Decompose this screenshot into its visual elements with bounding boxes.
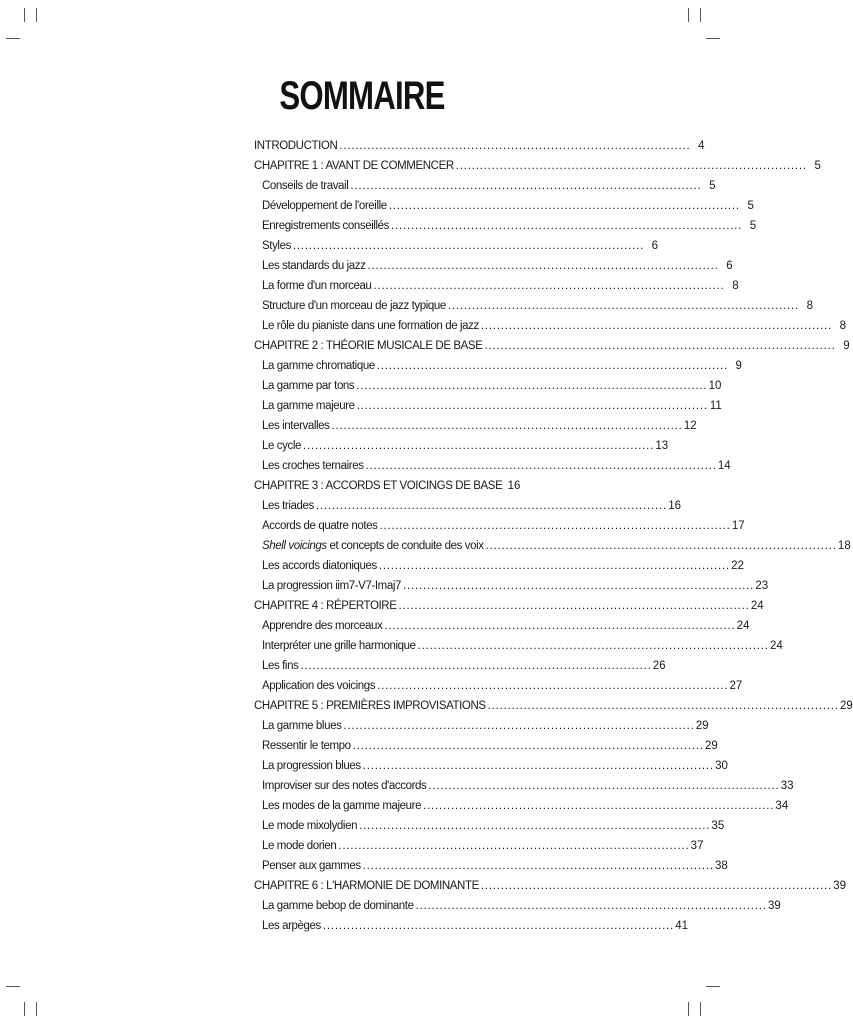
toc-entry-label: Styles	[262, 240, 291, 252]
crop-mark	[700, 8, 701, 22]
toc-page-number: 4	[698, 140, 705, 152]
crop-mark	[700, 1002, 701, 1016]
toc-entry-label: Improviser sur des notes d'accords	[262, 780, 427, 792]
toc-page-number: 14	[717, 460, 731, 472]
toc-page-number: 26	[652, 660, 666, 672]
toc-page-number: 29	[840, 700, 853, 712]
toc-entry-label: CHAPITRE 2 : THÉORIE MUSICALE DE BASE	[254, 340, 483, 352]
toc-page-number: 13	[655, 440, 669, 452]
toc-entry-label: Accords de quatre notes	[262, 520, 378, 532]
toc-leader-dots	[357, 396, 706, 416]
toc-entry-label: Application des voicings	[262, 680, 376, 692]
toc-page-number: 5	[709, 180, 716, 192]
toc-entry-label: Les accords diatoniques	[262, 560, 377, 572]
toc-entry-label: INTRODUCTION	[254, 140, 338, 152]
toc-page-number: 6	[726, 260, 733, 272]
toc-entry	[254, 216, 757, 236]
toc-page-number: 39	[833, 880, 846, 892]
toc-entry	[254, 236, 659, 256]
toc-page-number: 11	[709, 400, 722, 412]
toc-leader-dots	[293, 236, 642, 256]
toc-entry	[254, 296, 814, 316]
toc-page-number: 23	[755, 580, 769, 592]
toc-entry-label: Les croches ternaires	[262, 460, 364, 472]
toc-leader-dots	[339, 136, 688, 156]
toc-entry-label: Les standards du jazz	[262, 260, 366, 272]
toc-leader-dots	[486, 536, 835, 556]
toc-leader-dots	[428, 776, 777, 796]
crop-mark	[706, 986, 720, 987]
toc-chapter	[254, 876, 846, 896]
toc-leader-dots	[356, 376, 705, 396]
toc-entry-label: CHAPITRE 6 : L'HARMONIE DE DOMINANTE	[254, 880, 479, 892]
toc-chapter	[254, 596, 764, 616]
crop-mark	[688, 1002, 689, 1016]
toc-entry-label: Conseils de travail	[262, 180, 349, 192]
toc-entry	[254, 916, 689, 936]
toc-leader-dots	[423, 796, 772, 816]
toc-entry	[254, 676, 743, 696]
toc-entry-label: La gamme par tons	[262, 380, 355, 392]
toc-leader-dots	[323, 916, 672, 936]
toc-leader-dots	[363, 856, 712, 876]
toc-entry-label: Enregistrements conseillés	[262, 220, 390, 232]
toc-page-number: 18	[837, 540, 851, 552]
crop-mark	[6, 986, 20, 987]
toc-entry	[254, 896, 781, 916]
toc-entry	[254, 636, 783, 656]
toc-page-number: 5	[814, 160, 821, 172]
crop-mark	[36, 8, 37, 22]
toc-leader-dots	[332, 416, 681, 436]
toc-entry-label: La gamme blues	[262, 720, 342, 732]
toc-entry-label: CHAPITRE 3 : ACCORDS ET VOICINGS DE BASE	[254, 480, 503, 492]
toc-leader-dots	[379, 556, 728, 576]
toc-entry	[254, 856, 728, 876]
toc-entry-label: Apprendre des morceaux	[262, 620, 383, 632]
toc-entry	[254, 756, 728, 776]
toc-leader-dots	[389, 196, 738, 216]
toc-leader-dots	[377, 356, 726, 376]
toc-leader-dots	[488, 696, 837, 716]
toc-entry	[254, 516, 745, 536]
toc-leader-dots	[418, 636, 767, 656]
toc-leader-dots	[403, 576, 752, 596]
toc-entry	[254, 276, 739, 296]
toc-leader-dots	[300, 656, 649, 676]
toc-leader-dots	[366, 456, 715, 476]
toc-entry	[254, 256, 733, 276]
toc-entry	[254, 176, 716, 196]
toc-leader-dots	[367, 256, 716, 276]
toc-page-number: 38	[715, 860, 728, 872]
toc-entry-label: La progression blues	[262, 760, 361, 772]
toc-chapter	[254, 476, 521, 496]
toc-leader-dots	[481, 876, 830, 896]
toc-leader-dots	[350, 176, 699, 196]
toc-page-number: 24	[736, 620, 750, 632]
toc-entry-label: Penser aux gammes	[262, 860, 361, 872]
toc-page-number: 37	[690, 840, 704, 852]
toc-entry	[254, 436, 669, 456]
toc-entry-label: La gamme bebop de dominante	[262, 900, 414, 912]
toc-page-number: 24	[770, 640, 783, 652]
toc-page-number: 24	[750, 600, 764, 612]
toc-entry-label: CHAPITRE 5 : PREMIÈRES IMPROVISATIONS	[254, 700, 486, 712]
toc-entry	[254, 836, 704, 856]
toc-entry	[254, 776, 794, 796]
toc-entry-label: Le mode dorien	[262, 840, 337, 852]
toc-page-number: 29	[705, 740, 718, 752]
toc-page-number: 33	[780, 780, 794, 792]
toc-page-number: 39	[767, 900, 781, 912]
crop-mark	[24, 8, 25, 22]
crop-mark	[706, 38, 720, 39]
toc-chapter	[254, 336, 850, 356]
toc-page-number: 35	[711, 820, 725, 832]
toc-entry	[254, 356, 742, 376]
toc-entry-label: CHAPITRE 4 : RÉPERTOIRE	[254, 600, 397, 612]
toc-page-number: 5	[749, 220, 757, 232]
toc-entry-label: Les triades	[262, 500, 314, 512]
toc-chapter	[254, 136, 705, 156]
toc-entry-label: La progression iim7-V7-Imaj7	[262, 580, 402, 592]
toc-page-number: 5	[747, 200, 754, 212]
toc-leader-dots	[391, 216, 740, 236]
toc-entry-label: Les arpèges	[262, 920, 321, 932]
toc-entry-label: Ressentir le tempo	[262, 740, 351, 752]
toc-page-number: 27	[729, 680, 743, 692]
toc-entry-label-text: et concepts de conduite des voix	[329, 540, 484, 552]
toc-entry	[254, 496, 681, 516]
toc-page-number: 22	[731, 560, 744, 572]
toc-page-number: 12	[683, 420, 697, 432]
crop-mark	[36, 1002, 37, 1016]
toc-leader-dots	[384, 616, 733, 636]
toc-entry	[254, 816, 725, 836]
toc-entry-label-italic: Shell voicings	[262, 540, 327, 552]
toc-entry-label: Les fins	[262, 660, 299, 672]
toc-leader-dots	[398, 596, 747, 616]
toc-page-number: 16	[668, 500, 681, 512]
toc-entry-label: La gamme majeure	[262, 400, 355, 412]
toc-entry	[254, 736, 718, 756]
toc-entry-label: Structure d'un morceau de jazz typique	[262, 300, 446, 312]
toc-chapter	[254, 696, 853, 716]
toc-leader-dots	[363, 756, 712, 776]
toc-leader-dots	[316, 496, 665, 516]
toc-leader-dots	[456, 156, 805, 176]
toc-entry-label: La forme d'un morceau	[262, 280, 372, 292]
toc-page-number: 30	[715, 760, 728, 772]
toc-entry	[254, 416, 697, 436]
toc-leader-dots	[416, 896, 765, 916]
toc-page-number: 34	[775, 800, 789, 812]
toc-entry-label: La gamme chromatique	[262, 360, 375, 372]
toc-leader-dots	[338, 836, 687, 856]
toc-page-number: 41	[675, 920, 689, 932]
crop-mark	[688, 8, 689, 22]
toc-entry-label: Développement de l'oreille	[262, 200, 387, 212]
crop-mark	[6, 38, 20, 39]
toc-entry-label: CHAPITRE 1 : AVANT DE COMMENCER	[254, 160, 454, 172]
toc-leader-dots	[359, 816, 708, 836]
toc-leader-dots	[379, 516, 728, 536]
toc-page-number: 17	[731, 520, 745, 532]
toc-entry-label: Les modes de la gamme majeure	[262, 800, 422, 812]
toc-page-number: 8	[806, 300, 814, 312]
toc-entry	[254, 396, 722, 416]
toc-leader-dots	[374, 276, 723, 296]
toc-leader-dots	[481, 316, 830, 336]
toc-entry	[254, 536, 851, 556]
toc-leader-dots	[377, 676, 726, 696]
toc-entry	[254, 376, 722, 396]
toc-page-number: 16	[507, 480, 521, 492]
page-title: SOMMAIRE	[279, 74, 445, 118]
toc-leader-dots	[484, 336, 833, 356]
toc-chapter	[254, 156, 821, 176]
toc-leader-dots	[303, 436, 652, 456]
toc-entry	[254, 716, 709, 736]
crop-mark	[24, 1002, 25, 1016]
toc-leader-dots	[353, 736, 702, 756]
toc-entry-label: Le rôle du pianiste dans une formation de jazz	[262, 320, 479, 332]
toc-entry-label	[262, 536, 484, 556]
toc-leader-dots	[448, 296, 797, 316]
toc-entry-label: Les intervalles	[262, 420, 330, 432]
toc-entry	[254, 316, 847, 336]
toc-page-number: 9	[735, 360, 742, 372]
toc-entry	[254, 576, 769, 596]
toc-entry	[254, 616, 750, 636]
toc-page-number: 6	[651, 240, 659, 252]
toc-entry	[254, 556, 744, 576]
table-of-contents	[254, 136, 853, 936]
toc-leader-dots	[343, 716, 692, 736]
toc-entry	[254, 456, 731, 476]
toc-entry	[254, 796, 789, 816]
toc-entry-label: Le mode mixolydien	[262, 820, 358, 832]
toc-page-number: 8	[839, 320, 847, 332]
toc-entry-label: Le cycle	[262, 440, 301, 452]
toc-entry	[254, 196, 754, 216]
toc-entry	[254, 656, 666, 676]
toc-page-number: 9	[843, 340, 850, 352]
toc-entry-label: Interpréter une grille harmonique	[262, 640, 416, 652]
toc-page-number: 10	[708, 380, 722, 392]
toc-page-number: 8	[732, 280, 739, 292]
toc-page-number: 29	[695, 720, 709, 732]
